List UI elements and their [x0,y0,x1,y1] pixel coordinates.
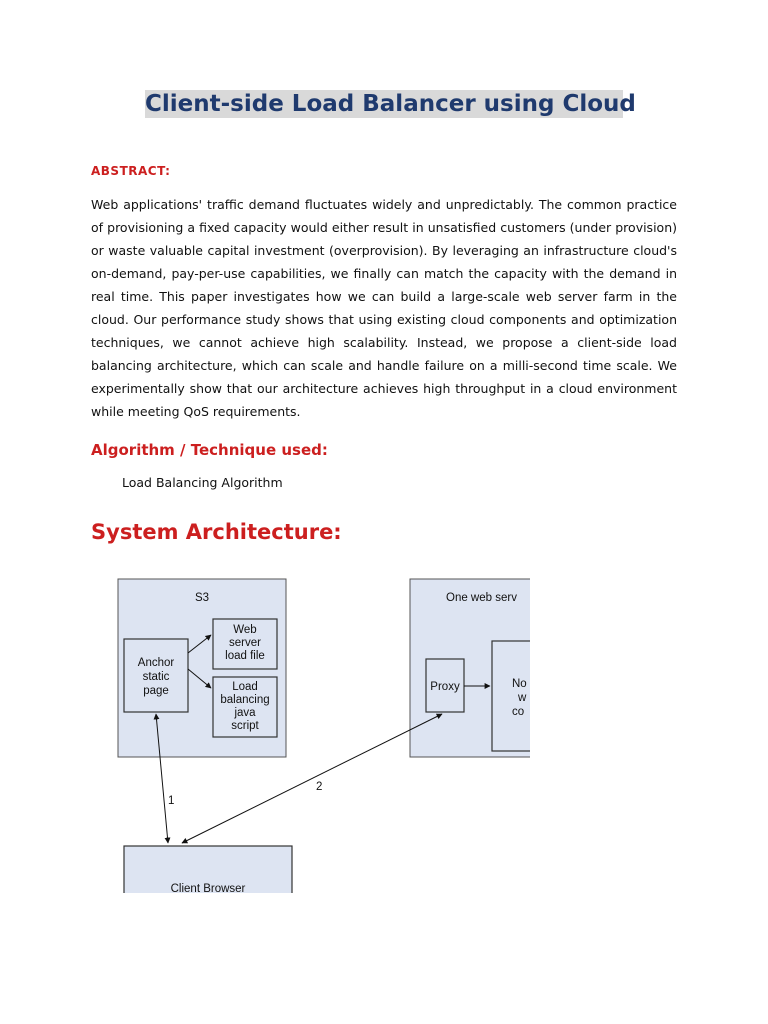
node-label-line1: No [512,678,527,690]
load-balancing-line2: balancing [220,694,270,706]
s3-label: S3 [194,592,210,604]
arrow-1-label: 1 [168,795,175,807]
webserver-file-line3: load file [225,650,265,662]
node-label-line3: co [512,706,525,718]
algorithm-heading: Algorithm / Technique used: [91,441,328,459]
webserver-file-line1: Web [233,624,257,636]
anchor-label-line1: Anchor [137,657,175,669]
load-balancing-line4: script [231,720,259,732]
webserver-file-line2: server [229,637,261,649]
client-browser-label: Client Browser [170,883,246,893]
architecture-diagram-svg [110,573,530,893]
algorithm-text: Load Balancing Algorithm [122,475,283,490]
abstract-text: Web applications' traffic demand fluctuates widely and unpredictably. The common practice of provisioning a fixed capacity would either result in unsatisfied customers (under provision) or waste valuable capital investment (overprovision). By leveraging an infrastructure cloud's on-demand, pay-per-use capabilities, we finally can match the capacity with the demand in real time. This paper investigates how we can build a large-scale web server farm in the cloud. Our performance study shows that using existing cloud components and optimization techniques, we cannot achieve high scalability. Instead, we propose a client-side load balancing architecture, which can scale and handle failure on a milli-second time scale. We experimentally show that our architecture achieves high throughput in a cloud environment while meeting QoS requirements. [91,197,677,419]
architecture-heading: System Architecture: [91,520,342,544]
proxy-label: Proxy [430,681,460,693]
node-label-line2: w [518,692,527,704]
document-title: Client-side Load Balancer using Cloud [145,91,636,117]
architecture-diagram [110,573,530,893]
anchor-label-line3: page [143,685,169,697]
anchor-label-line2: static [142,671,170,683]
load-balancing-line1: Load [232,681,258,693]
web-server-label: One web serv [446,592,517,604]
load-balancing-line3: java [234,707,256,719]
arrow-2-label: 2 [316,781,323,793]
abstract-heading: ABSTRACT: [91,164,171,178]
